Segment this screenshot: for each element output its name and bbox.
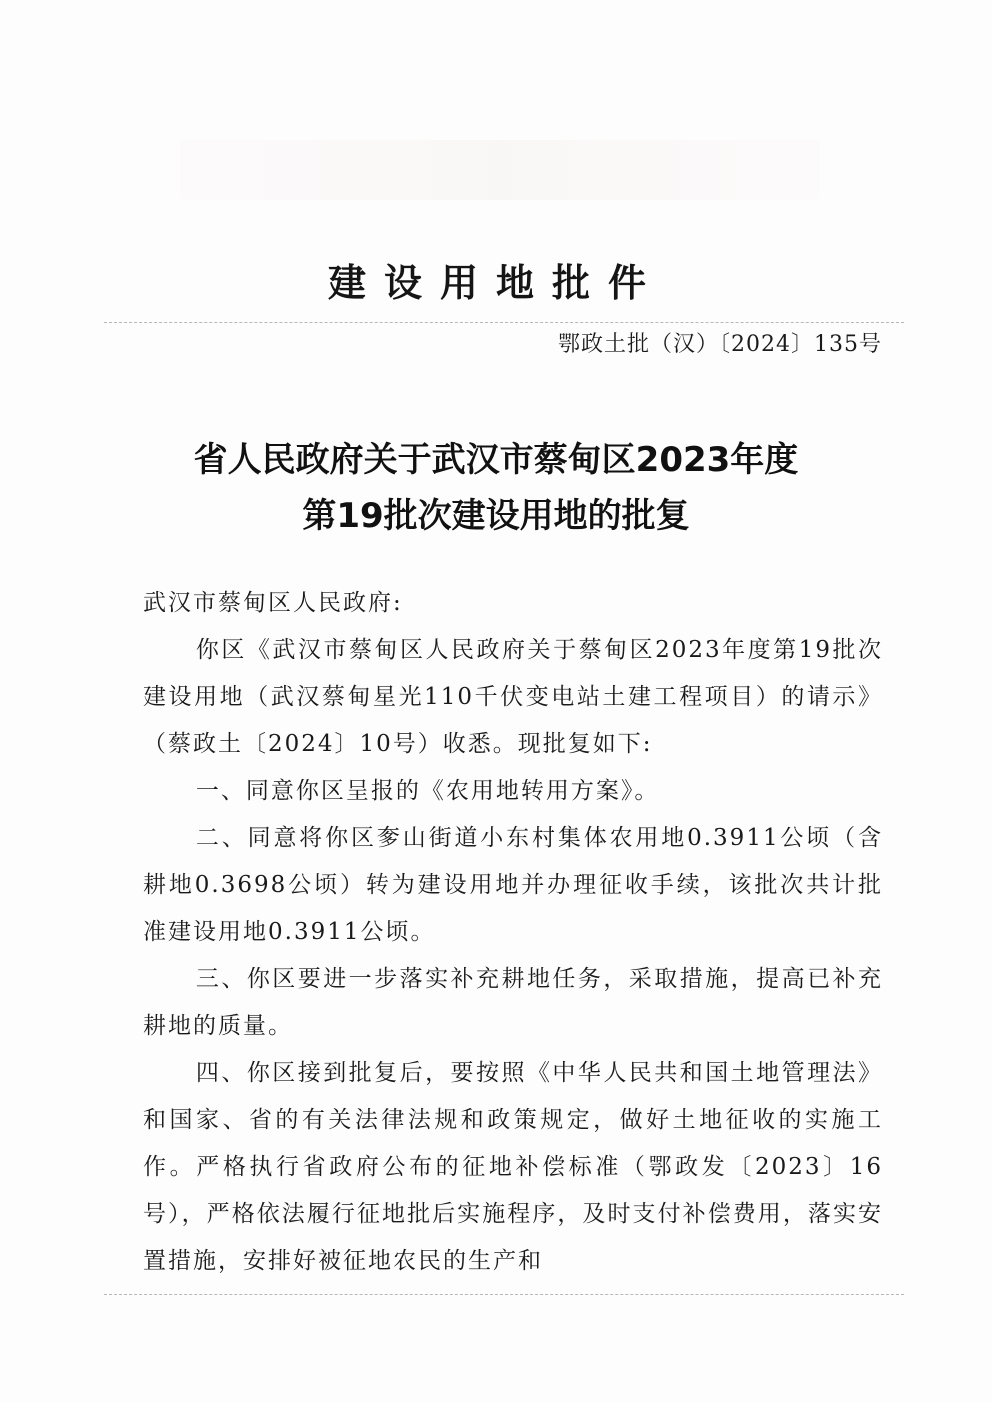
document-body <box>143 580 883 1285</box>
paragraph: 二、同意将你区奓山街道小东村集体农用地0.3911公顷（含耕地0.3698公顷）转为建设用地并办理征收手续，该批次共计批准建设用地0.3911公顷。 <box>143 825 883 945</box>
paragraph: 你区《武汉市蔡甸区人民政府关于蔡甸区2023年度第19批次建设用地（武汉蔡甸星光110千伏变电站土建工程项目）的请示》（蔡政土〔2024〕10号）收悉。现批复如下: <box>143 637 883 757</box>
paragraph: 一、同意你区呈报的《农用地转用方案》。 <box>195 778 660 804</box>
faded-letterhead <box>180 140 820 200</box>
paragraph: 三、你区要进一步落实补充耕地任务，采取措施，提高已补充耕地的质量。 <box>143 966 883 1039</box>
paragraph: 四、你区接到批复后，要按照《中华人民共和国土地管理法》和国家、省的有关法律法规和政策规定，做好土地征收的实施工作。严格执行省政府公布的征地补偿标准（鄂政发〔2023〕16号），严格依法履行征地批后实施程序，及时支付补偿费用，落实安置措施，安排好被征地农民的生产和 <box>143 1060 883 1274</box>
addressee: 武汉市蔡甸区人民政府: <box>143 590 403 616</box>
document-title-line-2: 第19批次建设用地的批复 <box>302 496 690 536</box>
header-divider <box>104 322 904 323</box>
document-title-line-1: 省人民政府关于武汉市蔡甸区2023年度 <box>193 440 799 480</box>
document-number: 鄂政土批（汉）〔2024〕135号 <box>558 332 882 357</box>
document-type-heading: 建设用地批件 <box>327 261 664 305</box>
footer-divider <box>104 1294 904 1295</box>
